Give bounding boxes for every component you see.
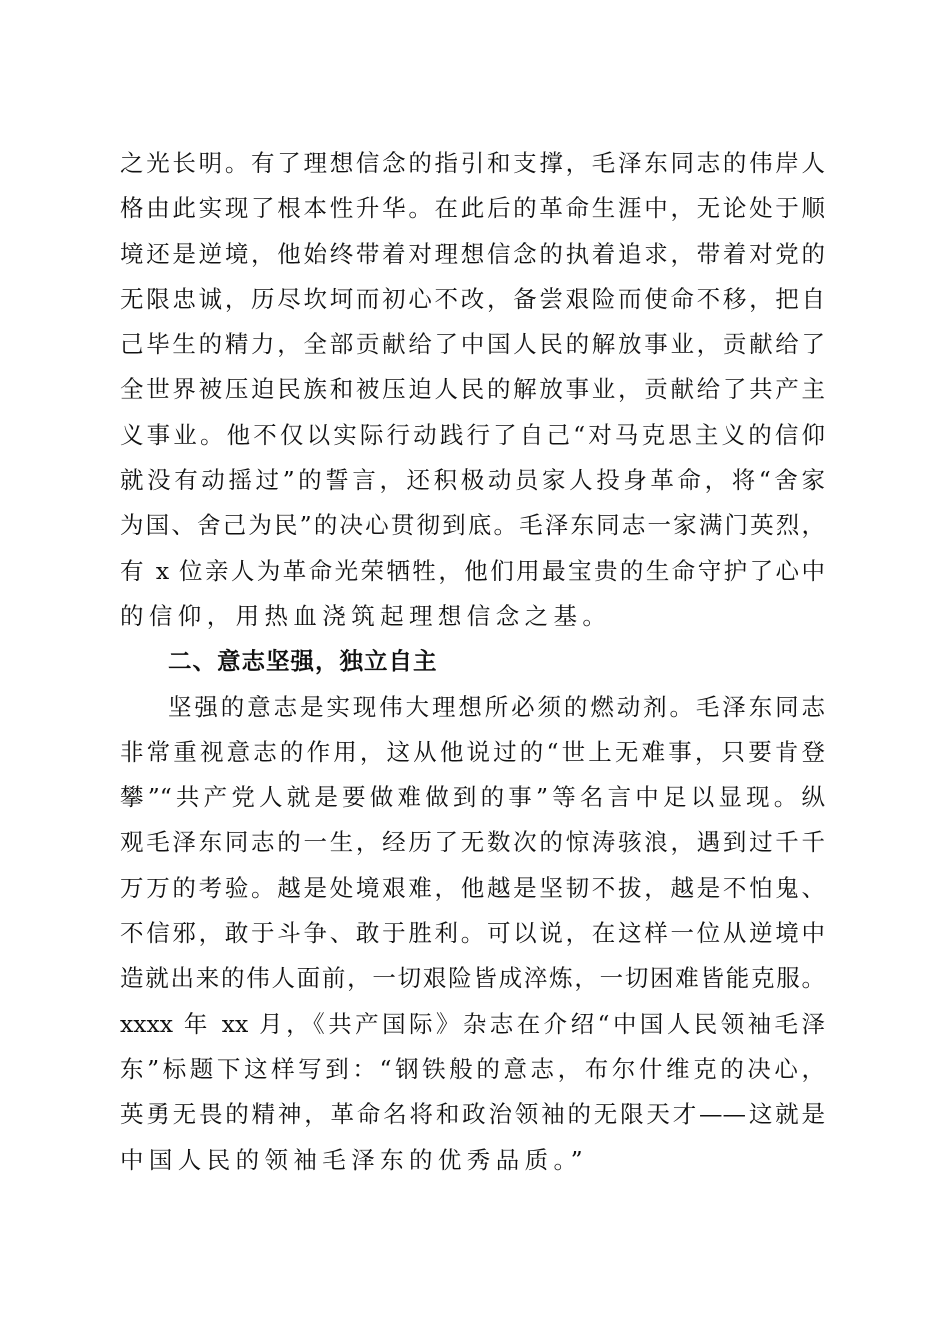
section-heading: 二、意志坚强，独立自主 [168, 647, 438, 676]
text-line: 义事业。他不仅以实际行动践行了自己“对马克思主义的信仰 [120, 420, 825, 449]
text-line: 己毕生的精力，全部贡献给了中国人民的解放事业，贡献给了 [120, 330, 825, 359]
text-line: 英勇无畏的精神，革命名将和政治领袖的无限天才——这就是 [120, 1100, 825, 1129]
text-line: 之光长明。有了理想信念的指引和支撑，毛泽东同志的伟岸人 [120, 149, 825, 177]
text-line: 造就出来的伟人面前，一切艰险皆成淬炼，一切困难皆能克服。 [120, 964, 825, 993]
text-line: 无限忠诚，历尽坎坷而初心不改，备尝艰险而使命不移，把自 [120, 284, 825, 313]
text-line: 的信仰，用热血浇筑起理想信念之基。 [120, 601, 612, 630]
text-line: 万万的考验。越是处境艰难，他越是坚韧不拔，越是不怕鬼、 [120, 873, 825, 902]
text-line: 就没有动摇过”的誓言，还积极动员家人投身革命，将“舍家 [120, 466, 825, 495]
document-page [120, 145, 825, 1187]
text-line: 格由此实现了根本性升华。在此后的革命生涯中，无论处于顺 [120, 194, 825, 223]
text-line: 非常重视意志的作用，这从他说过的“世上无难事，只要肯登 [120, 737, 825, 766]
paragraph [120, 689, 825, 1187]
text-line: 中国人民的领袖毛泽东的优秀品质。” [120, 1145, 589, 1174]
text-line: 有 x 位亲人为革命光荣牺牲，他们用最宝贵的生命守护了心中 [120, 556, 825, 585]
text-line: 境还是逆境，他始终带着对理想信念的执着追求，带着对党的 [120, 239, 825, 268]
text-line: 为国、舍己为民”的决心贯彻到底。毛泽东同志一家满门英烈， [120, 511, 825, 540]
text-line: 坚强的意志是实现伟大理想所必须的燃动剂。毛泽东同志 [168, 692, 825, 721]
paragraph-continued [120, 145, 825, 643]
text-line: 全世界被压迫民族和被压迫人民的解放事业，贡献给了共产主 [120, 375, 825, 404]
text-line: 攀”“共产党人就是要做难做到的事”等名言中足以显现。纵 [120, 783, 825, 812]
text-line: 不信邪，敢于斗争、敢于胜利。可以说，在这样一位从逆境中 [120, 919, 825, 948]
text-line: 观毛泽东同志的一生，经历了无数次的惊涛骇浪，遇到过千千 [120, 828, 825, 857]
text-line: xxxx 年 xx 月，《共产国际》杂志在介绍“中国人民领袖毛泽 [120, 1009, 825, 1038]
text-line: 东”标题下这样写到：“钢铁般的意志，布尔什维克的决心， [120, 1054, 825, 1083]
